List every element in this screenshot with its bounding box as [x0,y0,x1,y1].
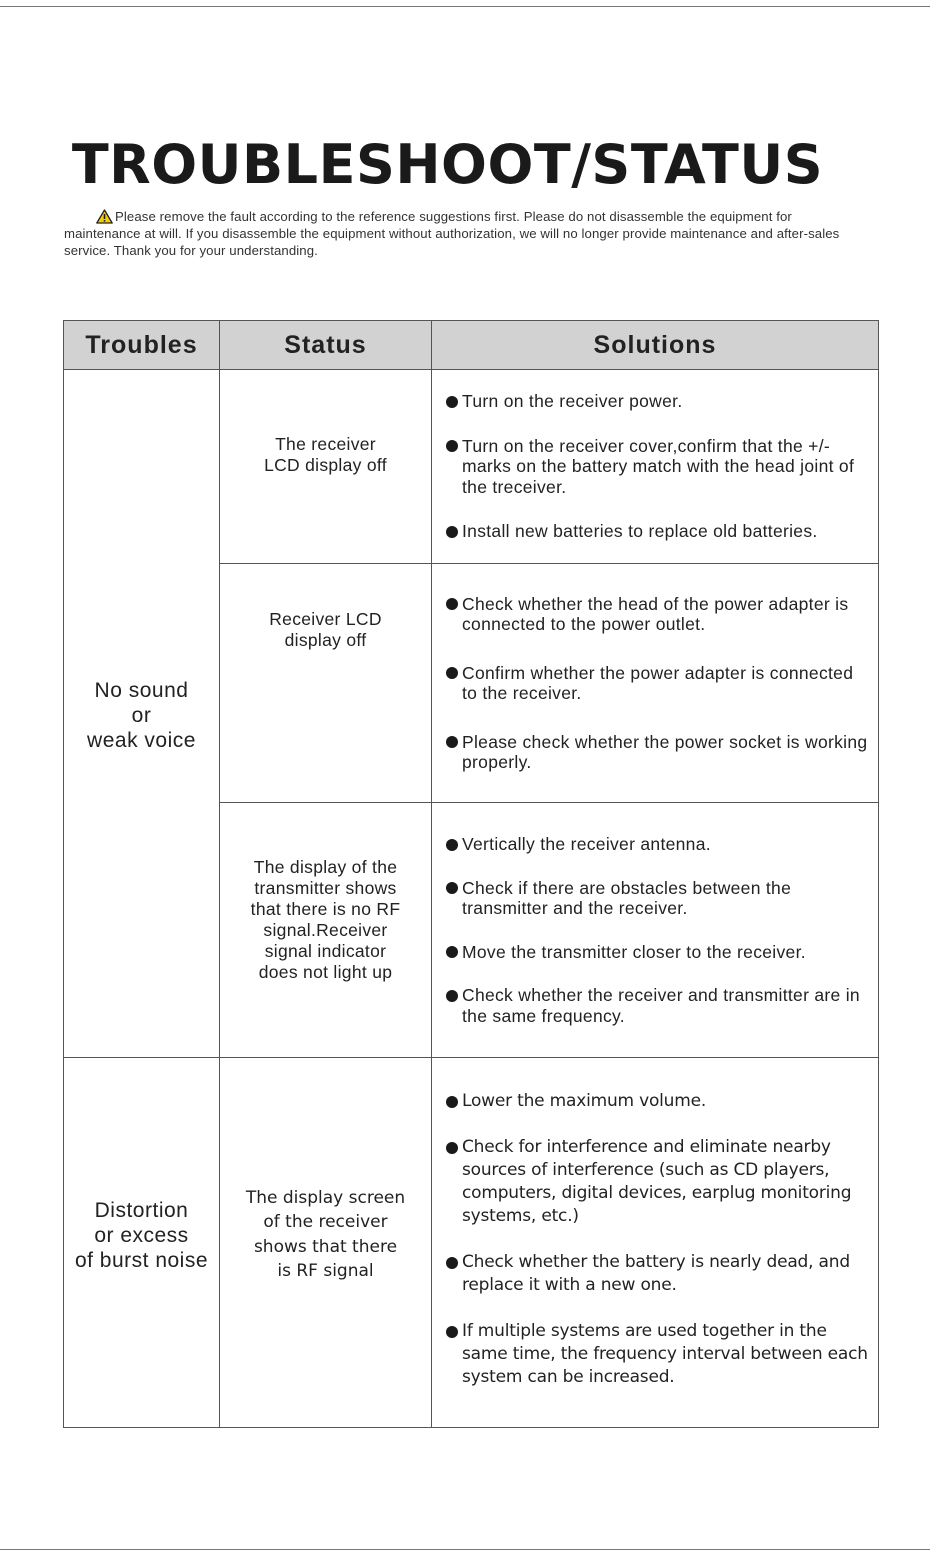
solutions-cell [432,564,879,803]
notice-text: Please remove the fault according to the reference suggestions first. Please do not disassemble the equipment for maintenance at will. If you disassemble the equipment without authorization, we will no longer provide maintenance and after-sales service. Thank you for your understanding. [64,209,840,258]
top-rule [0,6,930,7]
bullet-dot-icon [446,1257,458,1269]
bullet-dot-icon [446,736,458,748]
solutions-list [432,391,878,542]
header-status: Status [220,321,432,370]
list-item: Check whether the head of the power adapter is connected to the power outlet. [446,594,872,635]
list-item: Turn on the receiver power. [446,391,872,412]
solutions-cell [432,370,879,564]
bullet-dot-icon [446,526,458,538]
solutions-list [432,594,878,773]
notice-paragraph [64,208,850,259]
table-row [64,370,879,564]
bullet-dot-icon [446,1096,458,1108]
list-item: If multiple systems are used together in the same time, the frequency interval between each system can be increased. [446,1320,872,1389]
bullet-dot-icon [446,396,458,408]
troubleshoot-table [63,320,879,1428]
solutions-cell [432,1058,879,1428]
list-item: Vertically the receiver antenna. [446,834,872,855]
bullet-dot-icon [446,440,458,452]
status-cell: The receiver LCD display off [220,370,432,564]
bullet-dot-icon [446,598,458,610]
trouble-cell-distortion: Distortion or excess of burst noise [64,1058,220,1428]
header-troubles: Troubles [64,321,220,370]
bullet-dot-icon [446,839,458,851]
trouble-cell-no-sound: No sound or weak voice [64,370,220,1058]
table-header-row [64,321,879,370]
bullet-dot-icon [446,667,458,679]
list-item: Turn on the receiver cover,confirm that the +/- marks on the battery match with the head joint of the treceiver. [446,436,872,498]
bullet-dot-icon [446,882,458,894]
list-item: Install new batteries to replace old batteries. [446,521,872,542]
solutions-list [432,834,878,1026]
table-row [64,1058,879,1428]
solutions-list [432,1090,878,1389]
bottom-rule [0,1549,930,1550]
list-item: Check whether the battery is nearly dead, and replace it with a new one. [446,1251,872,1297]
solutions-cell [432,803,879,1058]
status-cell: Receiver LCD display off [220,564,432,803]
list-item: Please check whether the power socket is working properly. [446,732,872,773]
bullet-dot-icon [446,1326,458,1338]
bullet-dot-icon [446,1142,458,1154]
status-cell: The display screen of the receiver shows that there is RF signal [220,1058,432,1428]
list-item: Move the transmitter closer to the receiver. [446,942,872,963]
list-item: Check whether the receiver and transmitter are in the same frequency. [446,985,872,1026]
page-title: TROUBLESHOOT/STATUS [71,133,824,196]
warning-triangle-icon [96,209,113,223]
list-item: Check for interference and eliminate nearby sources of interference (such as CD players, computers, digital devices, earplug monitoring systems, etc.) [446,1136,872,1228]
list-item: Lower the maximum volume. [446,1090,872,1113]
status-cell: The display of the transmitter shows that there is no RF signal.Receiver signal indicator does not light up [220,803,432,1058]
header-solutions: Solutions [432,321,879,370]
list-item: Check if there are obstacles between the transmitter and the receiver. [446,878,872,919]
bullet-dot-icon [446,990,458,1002]
bullet-dot-icon [446,946,458,958]
list-item: Confirm whether the power adapter is connected to the receiver. [446,663,872,704]
